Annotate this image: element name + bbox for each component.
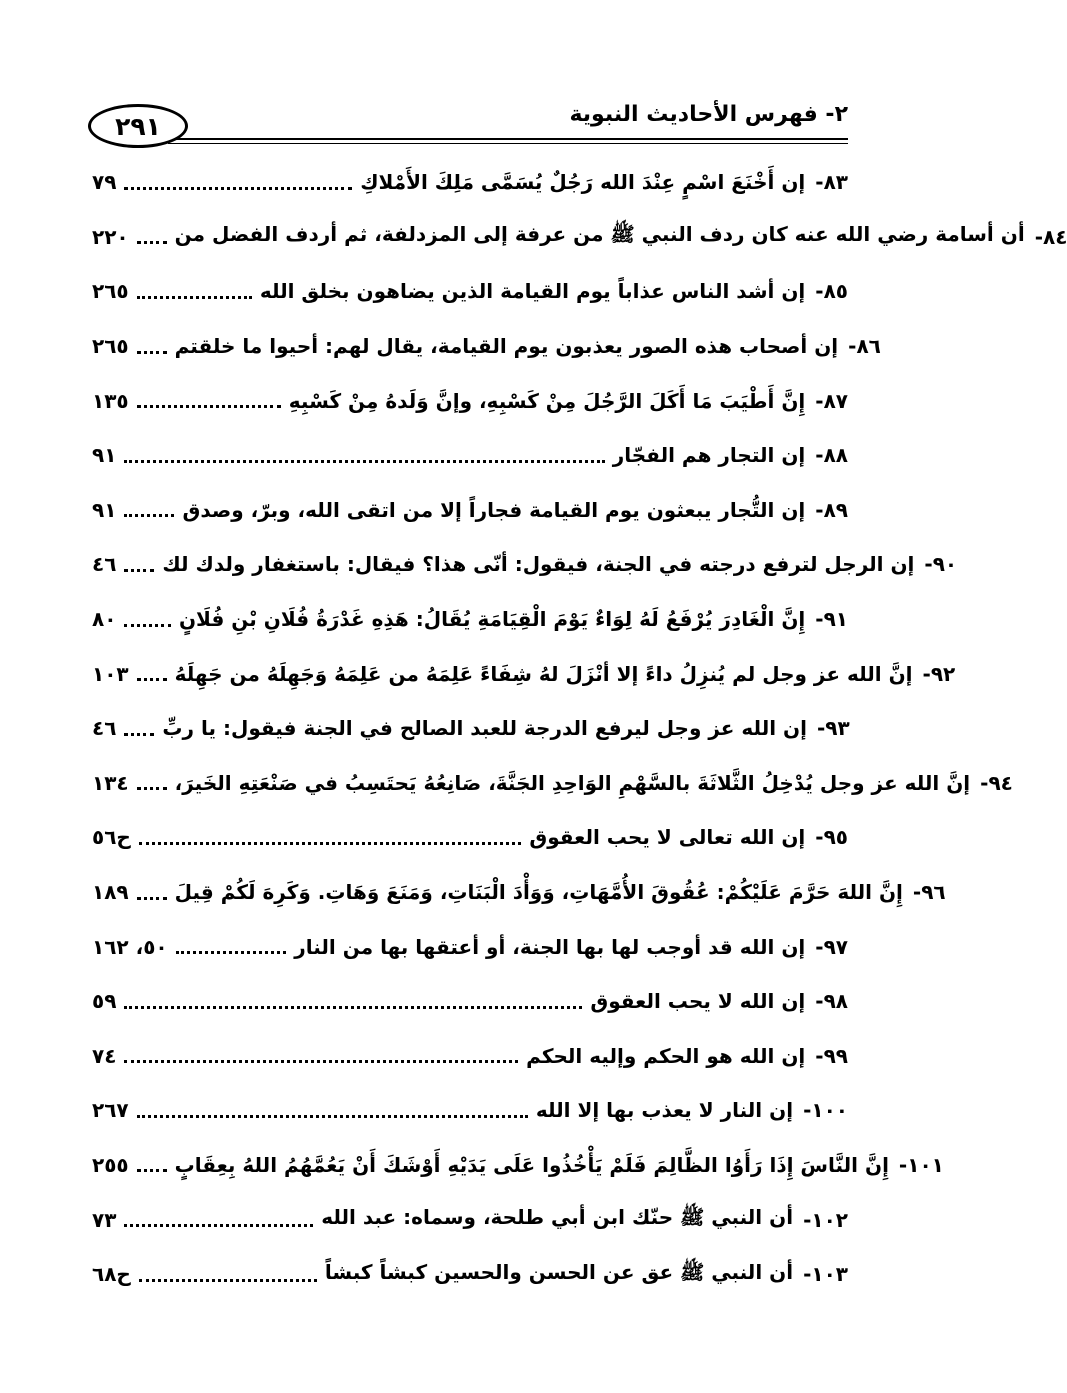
entry-page-ref: ٩١: [92, 497, 117, 522]
dot-leader: [137, 678, 167, 681]
entry-hadith-text: إِنَّ النَّاسَ إِذَا رَأَوُا الظَّالِمَ فَلَمْ يَأْخُذُوا عَلَى يَدَيْهِ أَوْشَكَ أَنْ يَعُمَّهُمُ اللهُ بِعِقَابٍ: [174, 1152, 889, 1177]
entry-hadith-text: إنَّ الله عز وجل لم يُنزِلُ داءً إلا أنْزَلَ لهُ شِفَاءً عَلِمَهُ من عَلِمَهُ وَجَهِلَهُ من جَهِلَهُ: [174, 661, 913, 686]
entry-page-ref: ٩١: [92, 443, 117, 468]
entry-number: ٩٣-: [816, 716, 850, 741]
entry-page-ref: ٢٦٥: [92, 279, 129, 304]
entry-number: ٨٥-: [815, 279, 848, 304]
entry-page-ref: ٢٢٠: [92, 224, 129, 249]
index-entry: [92, 428, 848, 483]
index-entry: [92, 1192, 848, 1247]
entry-page-ref: ٤٦: [92, 552, 117, 577]
entry-hadith-text: إن التجار هم الفجّار: [612, 443, 806, 468]
dot-leader: [176, 951, 287, 954]
index-entry: [92, 756, 1013, 811]
dot-leader: [137, 241, 167, 244]
index-entry: [92, 373, 848, 428]
entry-hadith-text: إن أَخْنَعَ اسْمٍ عِنْدَ الله رَجُلٌ يُسَمَّى مَلِكَ الأَمْلاكِ: [360, 170, 806, 195]
entry-number: ٨٤-: [1034, 224, 1067, 249]
entry-number: ٩٢-: [922, 661, 956, 686]
dot-leader: [124, 1006, 582, 1009]
index-title: ٢- فهرس الأحاديث النبوية: [569, 102, 848, 127]
entry-page-ref: ٧٩: [92, 170, 117, 195]
entry-page-ref: ١٣٤: [92, 770, 129, 795]
entry-page-ref: ٢٦٧: [92, 1098, 129, 1123]
entry-hadith-text: أن النبي ﷺ عق عن الحسن والحسين كبشاً كبشاً: [324, 1259, 794, 1284]
index-entry: [92, 264, 848, 319]
index-entry: [92, 537, 958, 592]
header-rule: [168, 138, 848, 140]
entry-number: ٩١-: [815, 607, 848, 632]
entry-hadith-text: إِنَّ أَطْيَبَ مَا أَكَلَ الرَّجُلَ مِنْ كَسْبِهِ، وإنَّ وَلَدهُ مِنْ كَسْبِهِ: [288, 388, 806, 413]
entry-page-ref: ٤٦: [92, 716, 117, 741]
dot-leader: [124, 1224, 313, 1227]
entry-hadith-text: أن النبي ﷺ حنّك ابن أبي طلحة، وسماه: عبد الله: [321, 1205, 794, 1230]
index-entry: [92, 919, 848, 974]
entry-number: ٨٨-: [815, 443, 848, 468]
dot-leader: [137, 351, 167, 354]
dot-leader: [124, 460, 604, 463]
entry-hadith-text: إن الله تعالى لا يحب العقوق: [529, 825, 806, 850]
index-entry: [92, 646, 956, 701]
entry-page-ref: ٧٣: [92, 1207, 117, 1232]
dot-leader: [124, 1060, 518, 1063]
entry-number: ١٠٢-: [803, 1207, 848, 1232]
entry-number: ٨٦-: [848, 334, 881, 359]
entry-number: ٩٦-: [912, 880, 946, 905]
entry-page-ref: ٢٦٥: [92, 334, 129, 359]
entry-page-ref: ٥٩: [92, 989, 117, 1014]
entry-hadith-text: إن الله قد أوجب لها بها الجنة، أو أعتقها بها من النار: [294, 934, 806, 959]
index-entry: [92, 210, 1067, 265]
index-entry: [92, 974, 848, 1029]
dot-leader: [124, 514, 174, 517]
entry-number: ٩٩-: [815, 1043, 848, 1068]
entry-hadith-text: إن النار لا يعذب بها إلا الله: [535, 1098, 794, 1123]
page-number: ٢٩١: [88, 104, 188, 148]
entry-number: ٩٧-: [815, 934, 848, 959]
dot-leader: [137, 1169, 167, 1172]
entry-page-ref: ح٦٨: [92, 1262, 131, 1287]
dot-leader: [137, 1115, 528, 1118]
entry-page-ref: ١٣٥: [92, 388, 129, 413]
entry-page-ref: ٧٤: [92, 1043, 117, 1068]
index-entry: [92, 1138, 944, 1193]
index-entry: [92, 1029, 848, 1084]
entry-page-ref: ٨٠: [92, 607, 117, 632]
index-entry: [92, 1083, 848, 1138]
entry-hadith-text: إِنَّ الْغَادِرَ يُرْفَعُ لَهُ لِوَاءٌ يَوْمَ الْقِيَامَةِ يُقَالُ: هَذِهِ غَدْرَةُ فُلَانِ بْنِ فُلَانٍ: [178, 607, 806, 632]
entry-hadith-text: إِنَّ اللهَ حَرَّمَ عَلَيْكُمْ: عُقُوقَ الأُمَّهَاتِ، وَوَأْدَ الْبَنَاتِ، وَمَنَعَ وَهَاتِ. وَكَرِهَ لَكُمْ قِيلَ: [174, 880, 903, 905]
dot-leader: [137, 897, 167, 900]
entry-hadith-text: إن التُّجار يبعثون يوم القيامة فجاراً إلا من اتقى الله، وبرّ، وصدق: [182, 497, 806, 522]
entry-number: ٩٤-: [980, 770, 1013, 795]
index-entry: [92, 865, 946, 920]
entry-number: ١٠٣-: [803, 1262, 848, 1287]
entry-hadith-text: إن الرجل لترفع درجته في الجنة، فيقول: أنّى هذا؟ فيقال: باستغفار ولدك لك: [162, 552, 915, 577]
dot-leader: [124, 569, 154, 572]
entry-number: ٨٩-: [815, 497, 848, 522]
entry-page-ref: ٥٠، ١٦٢: [92, 934, 168, 959]
entry-page-ref: ١٨٩: [92, 880, 129, 905]
hadith-index-list: [92, 155, 1067, 1301]
dot-leader: [137, 405, 281, 408]
dot-leader: [124, 187, 352, 190]
header-rule-thin: [168, 143, 848, 144]
entry-page-ref: ح٥٦: [92, 825, 131, 850]
entry-number: ٩٥-: [815, 825, 848, 850]
index-entry: [92, 319, 881, 374]
entry-page-ref: ١٠٣: [92, 661, 129, 686]
entry-number: ٩٨-: [815, 989, 848, 1014]
entry-hadith-text: إن أصحاب هذه الصور يعذبون يوم القيامة، يقال لهم: أحيوا ما خلقتم: [174, 334, 839, 359]
entry-number: ٨٧-: [815, 388, 848, 413]
index-entry: [92, 483, 848, 538]
dot-leader: [139, 1279, 317, 1282]
entry-hadith-text: إن الله لا يحب العقوق: [590, 989, 806, 1014]
entry-number: ٨٣-: [815, 170, 848, 195]
index-entry: [92, 592, 848, 647]
entry-number: ٩٠-: [924, 552, 958, 577]
dot-leader: [124, 624, 171, 627]
entry-hadith-text: إن أشد الناس عذاباً يوم القيامة الذين يضاهون بخلق الله: [259, 279, 806, 304]
entry-page-ref: ٢٥٥: [92, 1152, 129, 1177]
entry-hadith-text: إن الله عز وجل ليرفع الدرجة للعبد الصالح في الجنة فيقول: يا ربِّ: [162, 716, 807, 741]
dot-leader: [139, 842, 522, 845]
entry-hadith-text: إن الله هو الحكم وإليه الحكم: [526, 1043, 806, 1068]
entry-hadith-text: أن أسامة رضي الله عنه كان ردف النبي ﷺ من عرفة إلى المزدلفة، ثم أردف الفضل من: [174, 222, 1025, 247]
index-entry: [92, 810, 848, 865]
index-entry: [92, 155, 848, 210]
entry-number: ١٠١-: [898, 1152, 944, 1177]
index-entry: [92, 1247, 848, 1302]
dot-leader: [137, 296, 252, 299]
dot-leader: [124, 733, 154, 736]
dot-leader: [137, 787, 167, 790]
entry-hadith-text: إنَّ الله عز وجل يُدْخِلُ الثَّلاثَةَ بالسَّهْمِ الوَاحِدِ الجَنَّةَ، صَانِعُهُ يَحتَسِبُ في صَنْعَتِهِ الخَيرَ،: [174, 770, 971, 795]
entry-number: ١٠٠-: [803, 1098, 848, 1123]
index-entry: [92, 701, 848, 756]
